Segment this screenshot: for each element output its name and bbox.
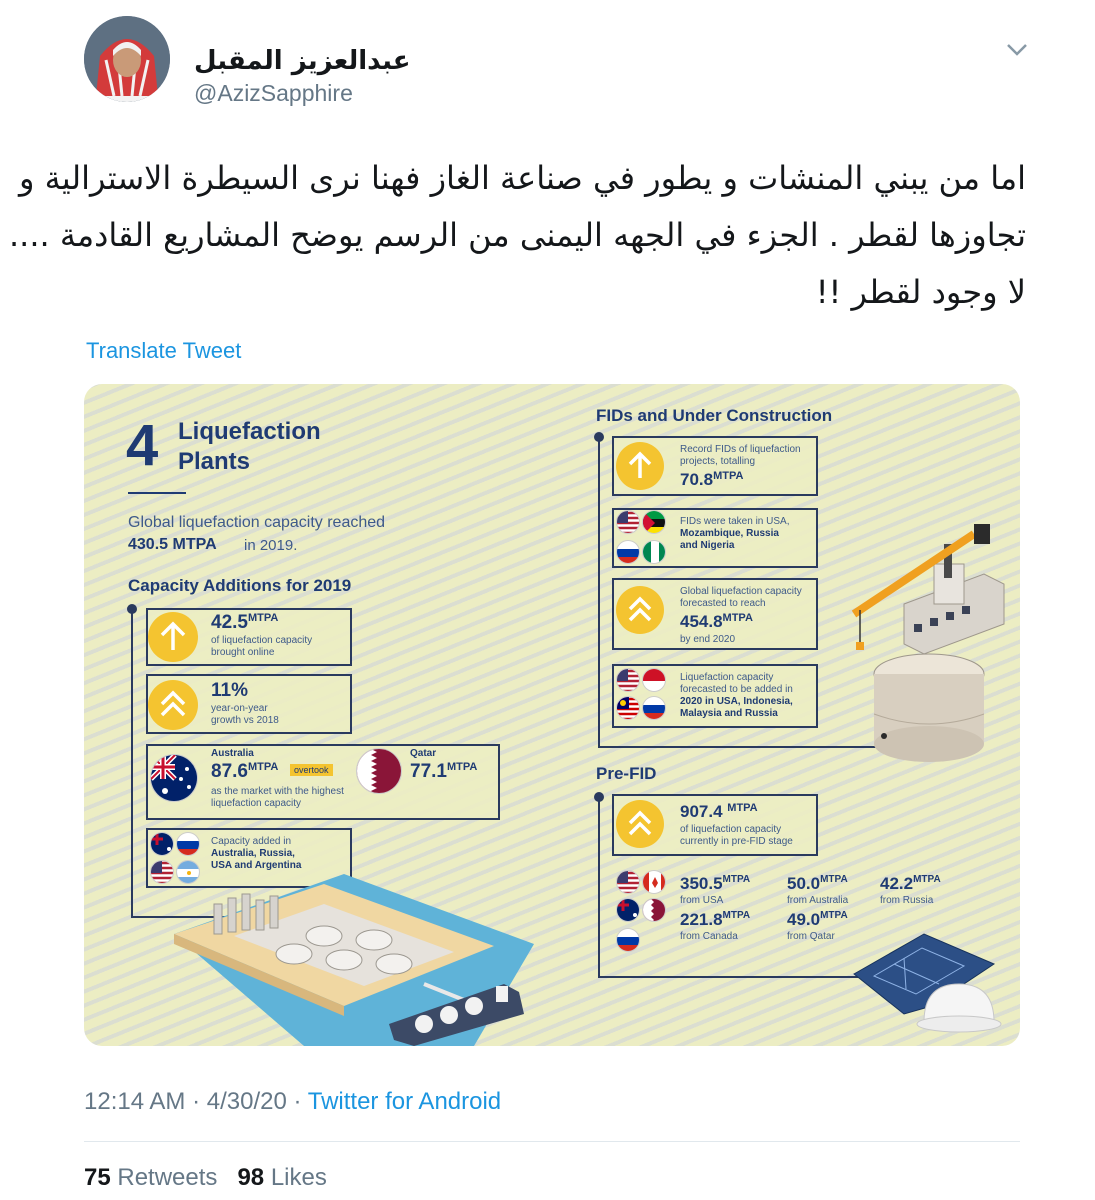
add1-desc2: brought online [211,647,275,658]
market-desc2: liquefaction capacity [211,798,302,809]
blueprint-helmet-illustration [844,904,1014,1044]
add2-desc2: growth vs 2018 [211,715,279,726]
aus-value: $87.6^{MTPA}$ [211,761,279,782]
fid4-desc1: Liquefaction capacity [680,672,774,683]
tweet-text-line: لا وجود لقطر !! [815,273,1026,311]
p2-value: $50.0^{MTPA}$ [787,874,848,893]
fid4-desc3: 2020 in USA, Indonesia, [680,696,793,707]
fid1-desc1: Record FIDs of liquefaction [680,444,801,455]
nigeria-flag-icon [642,540,666,564]
russia-flag-icon [616,540,640,564]
translate-tweet-link[interactable]: Translate Tweet [86,338,242,363]
fid1-value: $70.8^{MTPA}$ [680,470,744,489]
meta-separator: · [192,1088,201,1115]
double-chevron-up-icon [148,680,198,730]
title-line2: Plants [178,448,251,475]
fid4-desc2: forecasted to be added in [680,684,793,695]
australia-flag-icon [150,754,198,802]
tweet-time[interactable]: 12:14 AM [84,1088,186,1115]
lng-plant-illustration [174,874,534,1046]
qatar-value: $77.1^{MTPA}$ [410,761,478,782]
tweet-text [8,150,1026,321]
indonesia-flag-icon [642,668,666,692]
qatar-label: Qatar [410,748,437,759]
connector-line [598,436,600,748]
big-number: 4 [126,413,159,478]
fid3-desc1: Global liquefaction capacity [680,586,802,597]
fid2-desc1: FIDs were taken in USA, [680,516,790,527]
usa-flag-icon [616,668,640,692]
connector-dot [594,792,604,802]
p4-value: $221.8^{MTPA}$ [680,910,751,929]
connector-line [131,608,133,918]
p5-from: from Qatar [787,931,835,942]
russia-flag-icon [642,696,666,720]
add2-value: 11% [211,680,248,701]
tweet-header [84,16,1034,106]
chevron-down-icon[interactable] [1004,36,1030,62]
usa-flag-icon [150,860,174,884]
display-name[interactable]: عبدالعزيز المقبل [194,46,411,76]
connector-dot [127,604,137,614]
fid-heading: FIDs and Under Construction [596,406,833,425]
global-year: in 2019. [244,537,298,554]
australia-flag-icon [150,832,174,856]
retweets-count: 75 [84,1164,111,1191]
p2-from: from Australia [787,895,849,906]
malaysia-flag-icon [616,696,640,720]
meta-separator: · [293,1088,302,1115]
arrow-up-icon [616,442,664,490]
canada-flag-icon [642,870,666,894]
mozambique-flag-icon [642,510,666,534]
likes-label: Likes [270,1164,327,1191]
tweet-media-infographic[interactable] [84,384,1020,1046]
added-in-3: USA and Argentina [211,860,302,871]
usa-flag-icon [616,870,640,894]
fid2-desc2: Mozambique, Russia [680,528,779,539]
fid1-desc2: projects, totalling [680,456,756,467]
fid3-desc2: forecasted to reach [680,598,766,609]
title-underline [128,492,186,494]
fid3-desc3: by end 2020 [680,634,736,645]
title-line1: Liquefaction [178,418,321,445]
divider [84,1141,1020,1142]
p3-value: $42.2^{MTPA}$ [880,874,941,893]
connector-line [598,796,600,978]
p4-from: from Canada [680,931,738,942]
global-value: 430.5 MTPA [128,536,217,553]
likes-stat[interactable] [237,1164,326,1191]
p1-from: from USA [680,895,724,906]
tweet-meta [84,1088,501,1116]
russia-flag-icon [176,832,200,856]
retweets-label: Retweets [117,1164,218,1191]
connector-dot [594,432,604,442]
arrow-up-icon [148,612,198,662]
double-chevron-up-icon [616,586,664,634]
tweet-stats [84,1164,327,1192]
australia-flag-icon [616,898,640,922]
add1-value: $42.5^{MTPA}$ [211,612,279,633]
retweets-stat[interactable] [84,1164,217,1191]
fid4-desc4: Malaysia and Russia [680,708,778,719]
qatar-flag-icon [356,748,402,794]
p5-value: $49.0^{MTPA}$ [787,910,848,929]
aus-label: Australia [211,748,254,759]
fid3-value: $454.8^{MTPA}$ [680,612,753,631]
p3-from: from Russia [880,895,934,906]
tweet-date[interactable]: 4/30/20 [206,1088,287,1115]
add2-desc1: year-on-year [211,703,268,714]
add1-desc1: of liquefaction capacity [211,635,313,646]
p1-value: $350.5^{MTPA}$ [680,874,751,893]
global-text: Global liquefaction capacity reached [128,514,386,531]
prefid-heading: Pre-FID [596,764,657,783]
tweet-text-line: اما من يبني المنشات و يطور في صناعة الغاز فهنا نرى السيطرة الاسترالية و [18,159,1026,197]
tweet-source-link[interactable]: Twitter for Android [307,1088,502,1115]
added-in-2: Australia, Russia, [211,848,295,859]
qatar-flag-icon [642,898,666,922]
russia-flag-icon [616,928,640,952]
crane-tank-illustration [844,514,1014,764]
fid2-desc3: and Nigeria [680,540,735,551]
prefid-desc1: of liquefaction capacity [680,824,782,835]
prefid-value: 907.4 $^{MTPA}$ [680,802,758,821]
market-desc1: as the market with the highest [211,786,344,797]
usa-flag-icon [616,510,640,534]
likes-count: 98 [237,1164,265,1191]
prefid-desc2: currently in pre-FID stage [680,836,793,847]
double-chevron-up-icon [616,800,664,848]
avatar[interactable] [84,16,170,102]
tweet-text-line: تجاوزها لقطر . الجزء في الجهه اليمنى من الرسم يوضح المشاريع القادمة .... [8,216,1026,254]
additions-heading: Capacity Additions for 2019 [128,576,352,595]
user-handle[interactable]: @AzizSapphire [194,80,353,106]
overtook-badge: overtook [290,764,333,776]
added-in-1: Capacity added in [211,836,292,847]
